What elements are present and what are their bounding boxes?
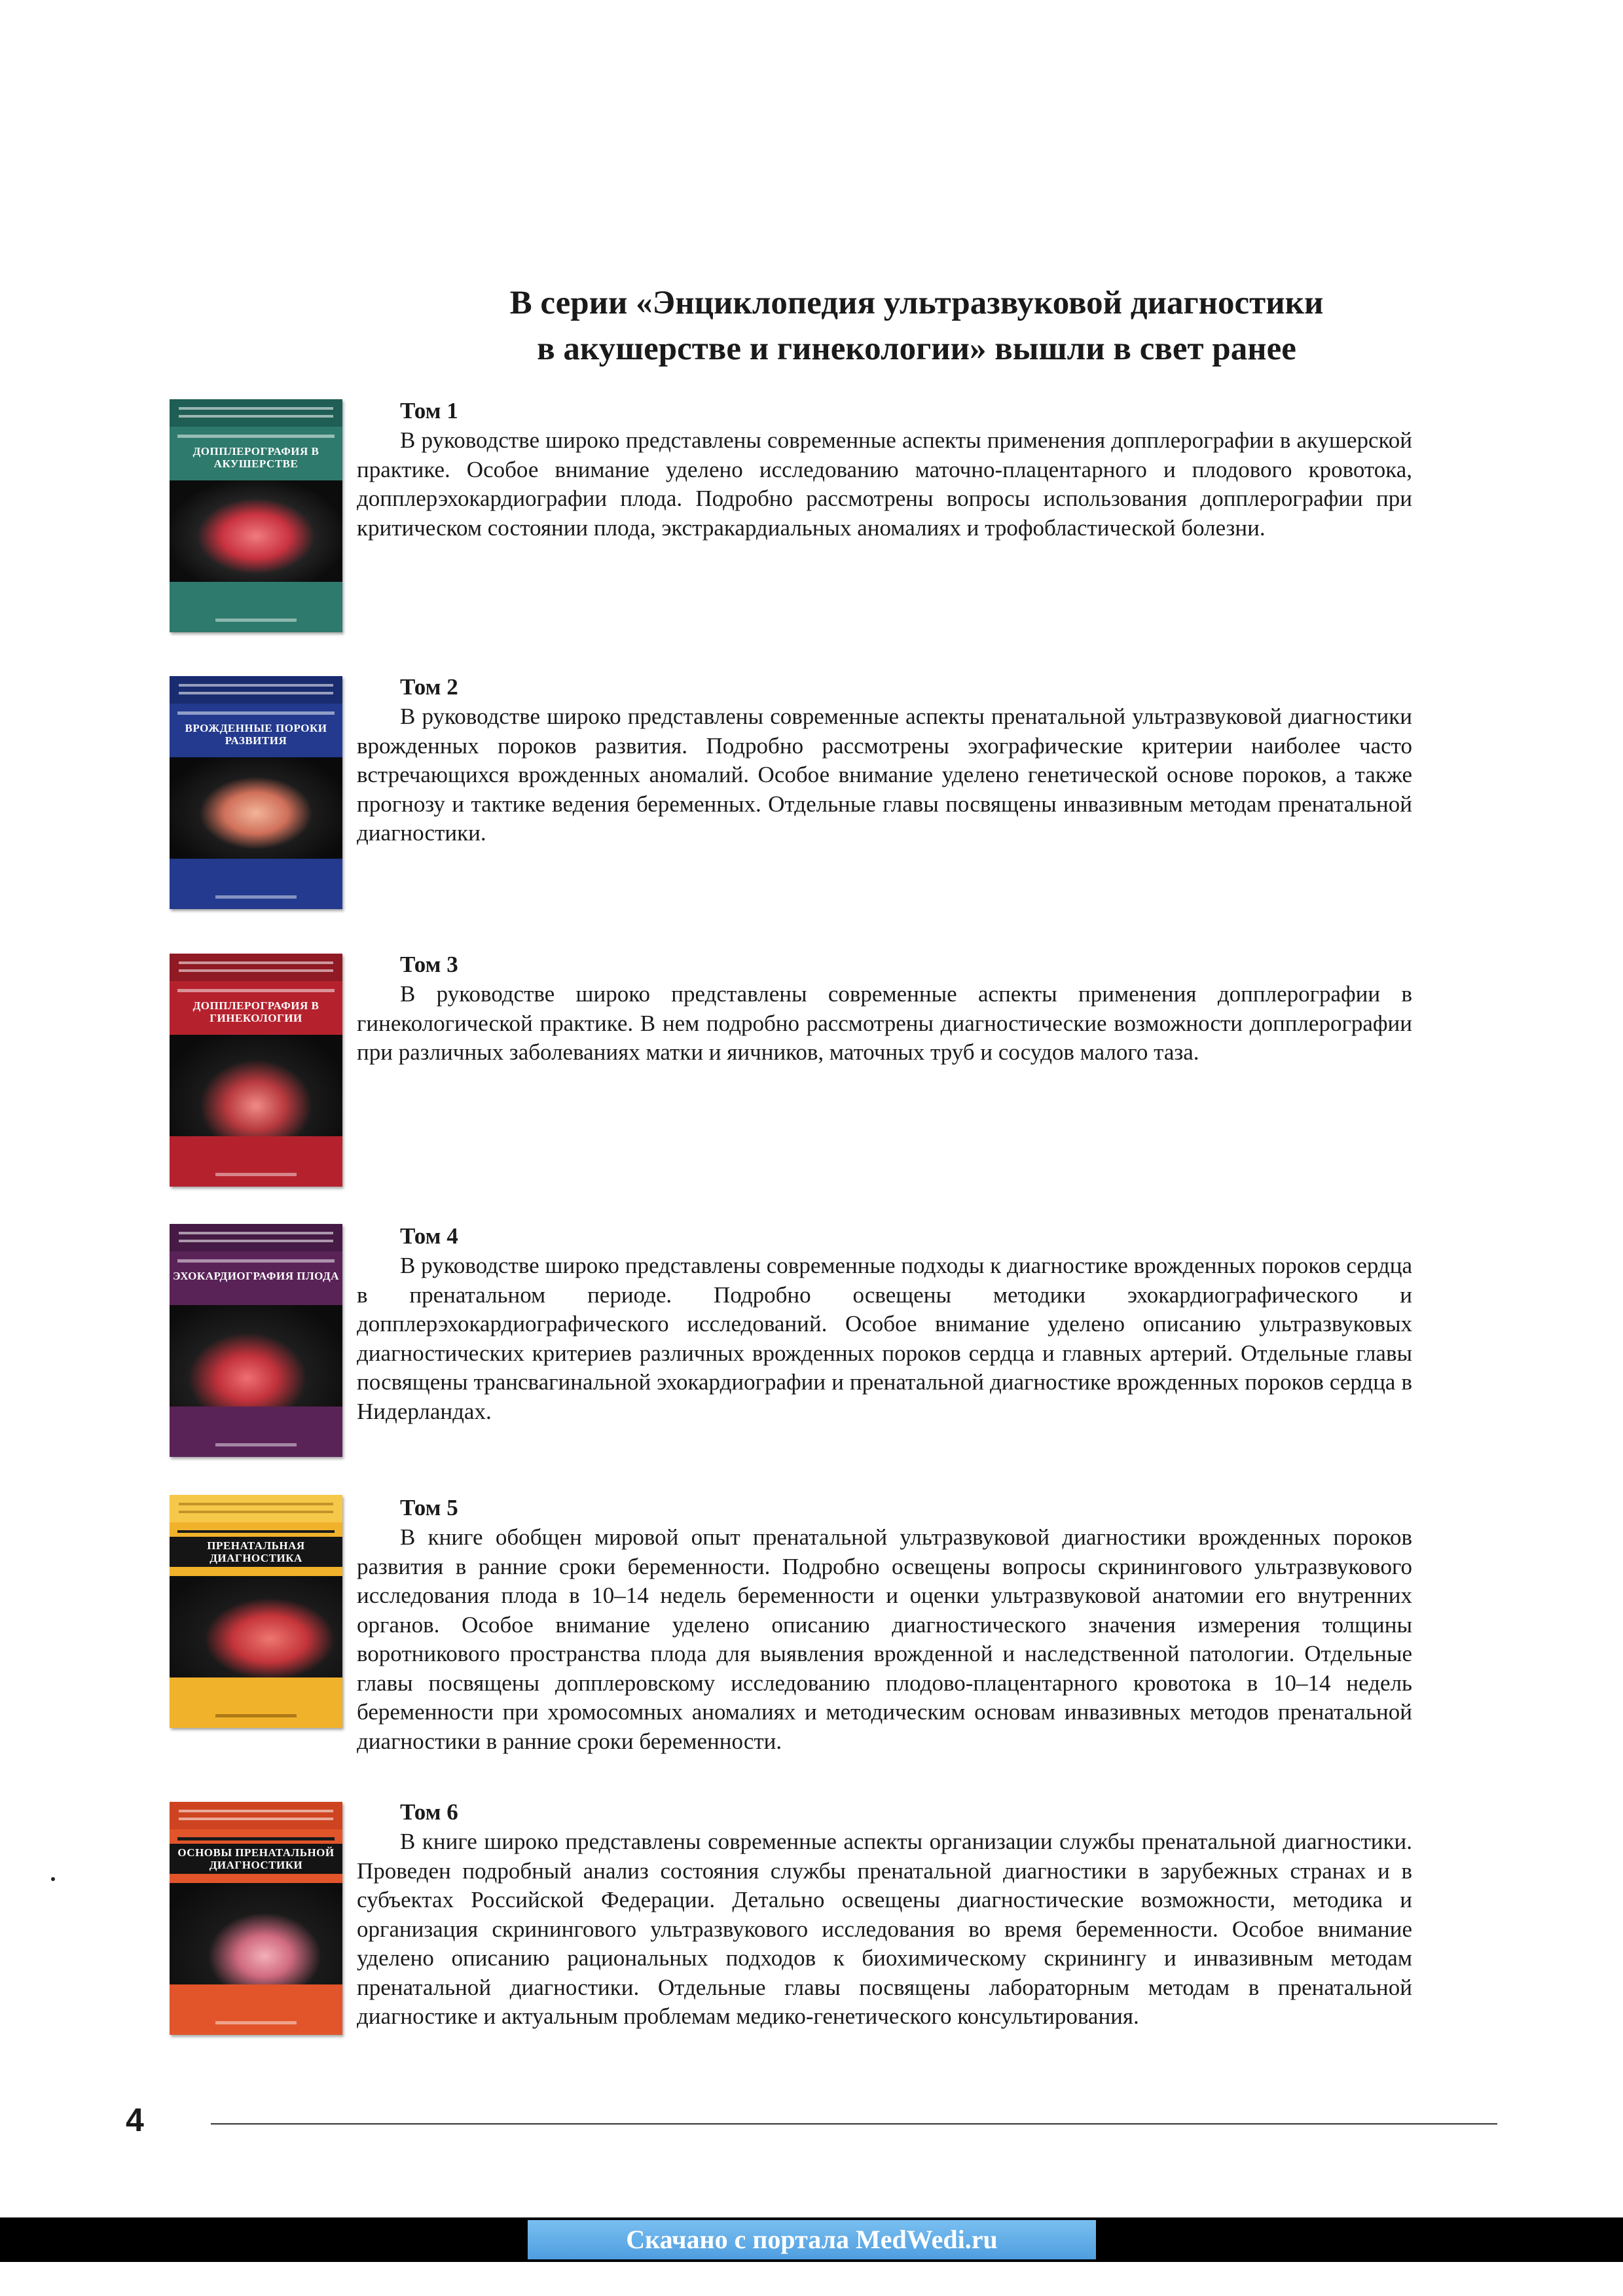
volume-label: Том 2 [400,674,458,700]
page-title-line-2: в акушерстве и гинекологии» вышли в свет ранее [537,331,1296,367]
volume-label: Том 3 [400,952,458,977]
book-cover-vol-2 [170,676,342,909]
volume-entry-4 [357,1221,1412,1426]
cover-title-vol-6: ОСНОВЫ ПРЕНАТАЛЬНОЙ ДИАГНОСТИКИ [170,1844,342,1874]
volume-description: В руководстве широко представлены современные подходы к диагностике врожденных пороков сердца в пренатальном периоде. Подробно освещены методики эхокардиографического и допплерэхокардиографического исследований. Особое внимание уделено описанию ультразвуковых диагностических критериев различных врожденных пороков сердца и главных артерий. Отдельные главы посвящены трансвагинальной эхокардиографии и пренатальной диагностике врожденных пороков сердца в Нидерландах. [357,1253,1412,1424]
book-cover-vol-4 [170,1224,342,1457]
volume-description: В руководстве широко представлены современные аспекты применения допплерографии в гинекологической практике. В нем подробно рассмотрены диагностические возможности допплерографии при различных заболеваниях матки и яичников, маточных труб и сосудов малого таза. [357,981,1412,1065]
book-cover-vol-5 [170,1495,342,1728]
volume-description: В руководстве широко представлены современные аспекты пренатальной ультразвуковой диагностики врожденных пороков развития. Подробно рассмотрены эхографические критерии наиболее часто встречающихся врожденных аномалий. Особое внимание уделено генетической основе пороков, а также прогнозу и тактике ведения беременных. Отдельные главы посвящены инвазивным методам пренатальной диагностики. [357,704,1412,846]
volume-label: Том 6 [400,1799,458,1825]
volume-entry-2 [357,672,1412,848]
volume-label: Том 5 [400,1495,458,1520]
stray-dot [51,1877,55,1881]
cover-title-vol-5: ПРЕНАТАЛЬНАЯ ДИАГНОСТИКА [170,1537,342,1567]
volume-label: Том 4 [400,1223,458,1249]
book-cover-vol-1 [170,399,342,632]
footer-rule [211,2123,1497,2125]
volume-entry-1 [357,396,1412,543]
page-title-line-1: В серии «Энциклопедия ультразвуковой диагностики [509,285,1324,321]
volume-entry-5 [357,1493,1412,1756]
page-title [327,280,1506,372]
cover-title-vol-1: ДОППЛЕРОГРАФИЯ В АКУШЕРСТВЕ [192,445,319,470]
volume-description: В книге обобщен мировой опыт пренатальной ультразвуковой диагностики врожденных пороков развития в ранние сроки беременности. Подробно освещены вопросы скринингового ультразвукового исследования плода в 10–14 недель беременности и оценки ультразвуковой анатомии его внутренних органов. Особое внимание уделено описанию диагностического значения измерения толщины воротникового пространства плода для выявления врожденной и наследственной патологии. Отдельные главы посвящены допплеровскому исследованию плодово-плацентарного кровотока в 10–14 недель беременности при хромосомных аномалиях и методическим основам инвазивных методов пренатальной диагностики в ранние сроки беременности. [357,1524,1412,1754]
volume-entry-6 [357,1797,1412,2032]
cover-title-vol-4: ЭХОКАРДИОГРАФИЯ ПЛОДА [173,1270,339,1282]
volume-description: В книге широко представлены современные аспекты организации службы пренатальной диагностики. Проведен подробный анализ состояния службы пренатальной диагностики в зарубежных странах и в субъектах Российской Федерации. Детально освещены диагностические возможности, методика и организация скринингового ультразвукового исследования во время беременности. Особое внимание уделено описанию рациональных подходов к биохимическому скринингу и инвазивным методам пренатальной диагностики. Отдельные главы посвящены лабораторным методам в пренатальной диагностике и актуальным проблемам медико-генетического консультирования. [357,1829,1412,2029]
cover-title-vol-2: ВРОЖДЕННЫЕ ПОРОКИ РАЗВИТИЯ [185,722,327,747]
cover-title-vol-3: ДОППЛЕРОГРАФИЯ В ГИНЕКОЛОГИИ [192,999,319,1024]
volume-entry-3 [357,950,1412,1067]
book-cover-vol-3 [170,954,342,1187]
volume-description: В руководстве широко представлены современные аспекты применения допплерографии в акушерской практике. Особое внимание уделено исследованию маточно-плацентарного и плодового кровотока, допплерэхокардиографии плода. Подробно рассмотрены вопросы использования допплерографии при критическом состоянии плода, экстракардиальных аномалиях и трофобластической болезни. [357,427,1412,541]
download-banner[interactable]: Скачано с портала MedWedi.ru [528,2220,1096,2259]
page-number: 4 [126,2102,144,2138]
book-cover-vol-6 [170,1802,342,2035]
volume-label: Том 1 [400,398,458,423]
